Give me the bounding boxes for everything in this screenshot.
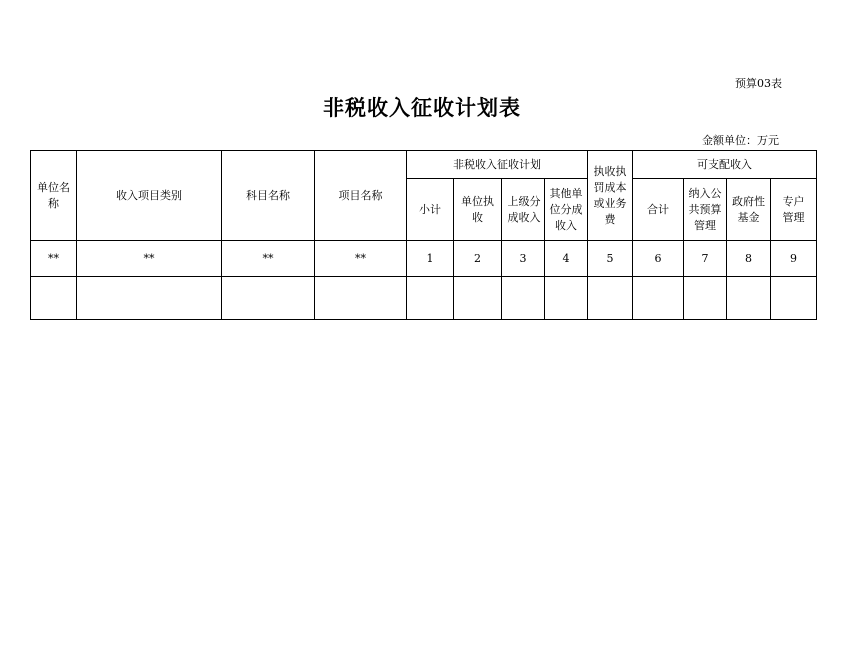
- data-cell: [684, 277, 727, 320]
- index-cell: 8: [727, 241, 771, 277]
- header-public-budget: [684, 179, 727, 241]
- header-special-mgmt-label: 专户管理: [782, 194, 805, 224]
- index-cell: 3: [502, 241, 545, 277]
- index-cell: **: [222, 241, 315, 277]
- plan-table: [30, 150, 817, 320]
- data-cell: [771, 277, 817, 320]
- header-project-name: 项目名称: [315, 151, 407, 241]
- index-row: [31, 241, 817, 277]
- header-group-disposable: 可支配收入: [633, 151, 817, 179]
- header-superior-share-label: 上级分成收入: [507, 194, 541, 224]
- header-subject-name: 科目名称: [222, 151, 315, 241]
- header-gov-fund-label: 政府性基金: [732, 194, 765, 224]
- table-row: [31, 277, 817, 320]
- header-total: 合计: [633, 179, 684, 241]
- page-title: 非税收入征收计划表: [323, 95, 521, 120]
- index-cell: **: [31, 241, 77, 277]
- index-cell: 6: [633, 241, 684, 277]
- data-cell: [727, 277, 771, 320]
- data-cell: [588, 277, 633, 320]
- data-cell: [633, 277, 684, 320]
- data-cell: [502, 277, 545, 320]
- header-unit-name: 单位名称: [31, 151, 77, 241]
- header-other-share-label: 其他单位分成收入: [549, 186, 583, 232]
- header-public-budget-label: 纳入公共预算管理: [688, 186, 722, 232]
- header-group-plan: 非税收入征收计划: [407, 151, 588, 179]
- data-cell: [31, 277, 77, 320]
- index-cell: 2: [454, 241, 502, 277]
- header-unit-collect: 单位执收: [454, 179, 502, 241]
- index-cell: **: [77, 241, 222, 277]
- index-cell: 9: [771, 241, 817, 277]
- data-cell: [222, 277, 315, 320]
- data-cell: [545, 277, 588, 320]
- amount-unit: 金额单位：万元: [702, 134, 779, 147]
- header-special-mgmt: [771, 179, 817, 241]
- header-row-1: [31, 151, 817, 179]
- data-cell: [454, 277, 502, 320]
- index-cell: 5: [588, 241, 633, 277]
- data-cell: [407, 277, 454, 320]
- header-fine-cost: [588, 151, 633, 241]
- data-cell: [77, 277, 222, 320]
- header-other-share: [545, 179, 588, 241]
- header-gov-fund: [727, 179, 771, 241]
- index-cell: 7: [684, 241, 727, 277]
- index-cell: 4: [545, 241, 588, 277]
- header-subtotal: 小计: [407, 179, 454, 241]
- index-cell: **: [315, 241, 407, 277]
- header-superior-share: [502, 179, 545, 241]
- data-cell: [315, 277, 407, 320]
- header-fine-cost-label: 执收执罚成本或业务费: [593, 164, 627, 226]
- index-cell: 1: [407, 241, 454, 277]
- header-income-type: 收入项目类别: [77, 151, 222, 241]
- form-code: 预算03表: [735, 77, 782, 90]
